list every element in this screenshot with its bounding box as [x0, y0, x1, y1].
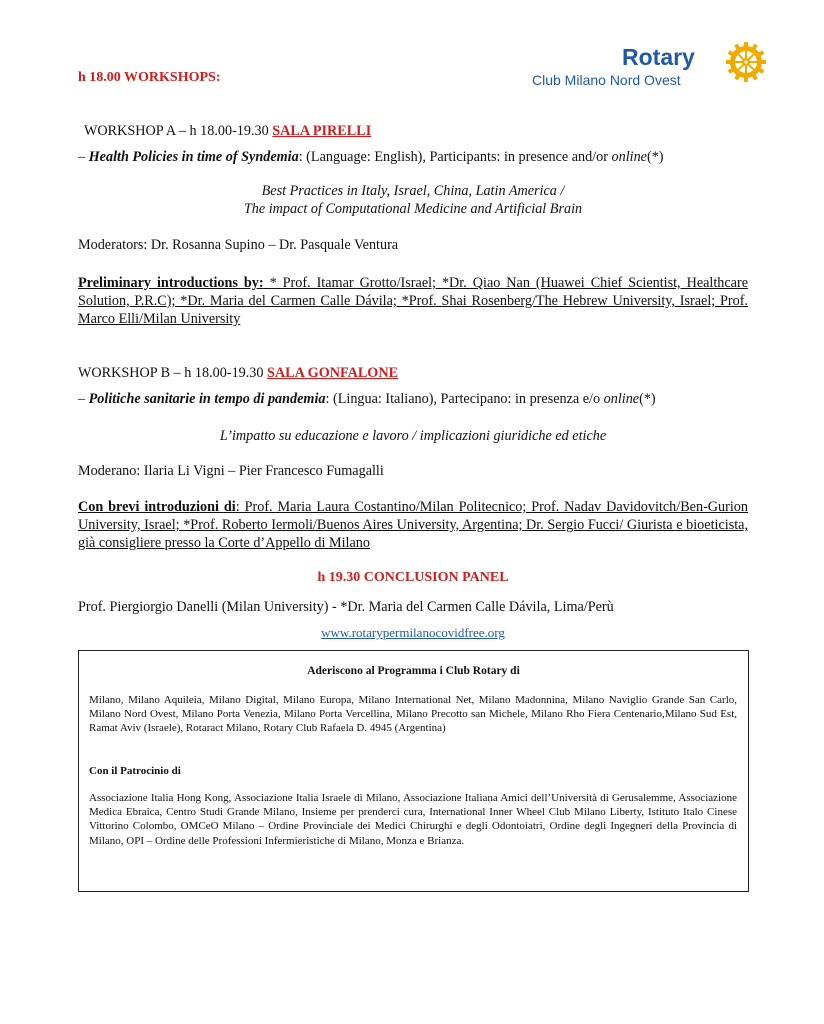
intro-label: Preliminary introductions by:: [78, 275, 264, 291]
workshop-b-topic-line: [78, 390, 758, 408]
website-link[interactable]: www.rotarypermilanocovidfree.org: [321, 625, 505, 640]
workshop-b-title: [78, 364, 398, 382]
online-label: online: [611, 149, 647, 165]
intro-text: * Prof. Itamar Grotto/Israel; *Dr. Qiao Nan (Huawei Chief Scientist, Healthcare Solution, P.R.C); *Dr. Maria del Carmen Calle Dávila; *Prof. Shai Rosenberg/The Hebrew University, Israel; Prof. Marco Elli/Milan University: [78, 275, 749, 327]
conclusion-speakers: Prof. Piergiorgio Danelli (Milan University) - *Dr. Maria del Carmen Calle Dávila, Lima/Perù: [78, 599, 614, 615]
workshop-a-theme: [78, 182, 748, 218]
workshop-b-topic: Politiche sanitarie in tempo di pandemia: [88, 391, 326, 407]
workshop-a-language: : (Language: English), Participants: in presence and/or: [298, 149, 612, 165]
rotary-wheel-icon: [724, 40, 768, 84]
logo-subtitle: Club Milano Nord Ovest: [532, 72, 681, 88]
rotary-logo: [526, 38, 776, 98]
workshop-a-introductions: [78, 274, 748, 328]
online-mark: (*): [646, 149, 664, 165]
clubs-list: Milano, Milano Aquileia, Milano Digital, Milano Europa, Milano International Net, Milano Madonnina, Milano Naviglio Grande San Carlo, Milano Nord Ovest, Milano Porta Venezia, Milano Porta Vercellina, Milano Precotto san Michele, Milano Rho Fiera Centenario,Milano Sud Est, Ramat Aviv (Israele), Rotaract Milano, Rotary Club Rafaela D. 4945 (Argentina): [89, 694, 737, 735]
workshop-a-room: SALA PIRELLI: [272, 123, 372, 139]
intro-text: : Prof. Maria Laura Costantino/Milan Politecnico; Prof. Nadav Davidovitch/Ben-Gurion University, Israel; *Prof. Roberto Iermoli/Buenos Aires University, Argentina; Dr. Sergio Fucci/ Giurista e bioeticista, già consigliere presso la Corte d’Appello di Milano: [78, 499, 748, 551]
conclusion-title: h 19.30 CONCLUSION PANEL: [317, 570, 509, 585]
workshop-b-theme: L’impatto su educazione e lavoro / implicazioni giuridiche ed etiche: [219, 428, 607, 444]
patronage-list: Associazione Italia Hong Kong, Associazione Italia Israele di Milano, Associazione Italiana Amici dell’Università di Gerusalemme, Associazione Medica Ebraica, Centro Studi Grande Milano, Insieme per prenderci cura, International Inner Wheel Club Milano Liberty, Istituto Italo Cinese Vittorino Colombo, OMCeO Milano – Ordine Provinciale dei Medici Chirurghi e degli Odontoiatri, Ordine degli Ingegneri della Provincia di Milano, OPI – Ordine delle Professioni Infermieristiche di Milano, Monza e Brianza.: [89, 792, 737, 847]
theme-line-2: The impact of Computational Medicine and Artificial Brain: [243, 201, 583, 217]
intro-label: Con brevi introduzioni di: [78, 499, 236, 515]
online-label: online: [603, 391, 640, 407]
supporters-box: [78, 650, 749, 892]
workshop-b-moderators: Moderano: Ilaria Li Vigni – Pier Francesco Fumagalli: [78, 463, 384, 479]
workshop-a-time: WORKSHOP A – h 18.00-19.30: [84, 123, 273, 139]
dash: –: [78, 391, 89, 407]
workshop-b-language: : (Lingua: Italiano), Partecipano: in presenza e/o: [325, 391, 604, 407]
workshops-title: h 18.00 WORKSHOPS:: [78, 70, 221, 85]
logo-brand: Rotary: [622, 44, 695, 70]
workshop-b-introductions: [78, 498, 748, 552]
patronage-title: Con il Patrocinio di: [89, 765, 181, 777]
workshop-a-topic-line: [78, 148, 758, 166]
workshop-a-title: [84, 122, 371, 140]
workshop-a-moderators: Moderators: Dr. Rosanna Supino – Dr. Pasquale Ventura: [78, 237, 399, 253]
workshop-b-room: SALA GONFALONE: [267, 365, 399, 381]
dash: –: [78, 149, 89, 165]
clubs-title: Aderiscono al Programma i Club Rotary di: [307, 665, 520, 677]
online-mark: (*): [639, 391, 656, 407]
workshop-b-time: WORKSHOP B – h 18.00-19.30: [78, 365, 268, 381]
workshop-a-topic: Health Policies in time of Syndemia: [88, 149, 299, 165]
theme-line-1: Best Practices in Italy, Israel, China, Latin America /: [261, 183, 565, 199]
